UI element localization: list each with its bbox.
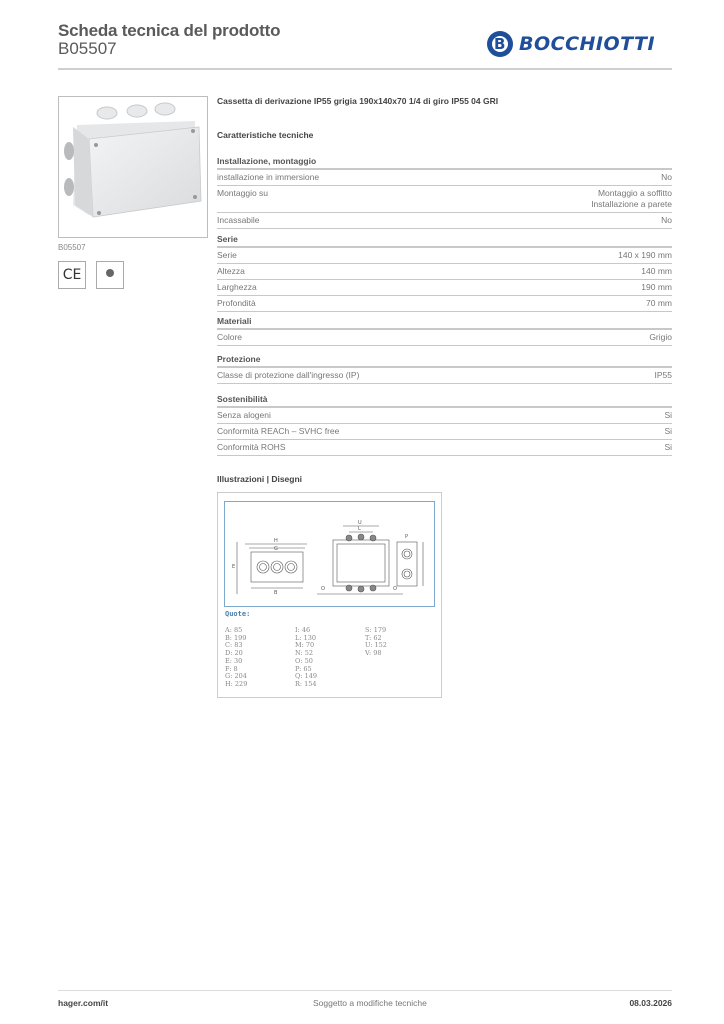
group-installazione (217, 156, 672, 229)
quality-mark-icon (96, 261, 124, 289)
dimension-value: H: 229 (225, 679, 248, 688)
group-title: Installazione, montaggio (217, 156, 672, 170)
row-value: Grigio (649, 332, 672, 342)
dimension-value: E: 30 (225, 656, 243, 665)
row-value-line: Installazione a parete (591, 199, 672, 209)
dimension-value: Q: 149 (295, 672, 317, 681)
row-value: Si (664, 410, 672, 420)
group-title: Materiali (217, 316, 672, 330)
row-label: Senza alogeni (217, 410, 271, 420)
dimension-value: U: 152 (365, 641, 387, 650)
dimension-value: G: 204 (225, 672, 247, 681)
row-value (591, 188, 672, 210)
illustrations-title: Illustrazioni | Disegni (217, 474, 303, 484)
group-serie (217, 234, 672, 312)
table-row (217, 213, 672, 229)
svg-text:H: H (274, 538, 278, 544)
dimension-value: R: 154 (295, 679, 317, 688)
table-row (217, 170, 672, 186)
row-value: 190 mm (641, 282, 672, 292)
table-row (217, 368, 672, 384)
dimensions-list (225, 627, 435, 689)
header-divider (58, 68, 672, 70)
row-label: Montaggio su (217, 188, 269, 198)
svg-text:G: G (274, 546, 278, 552)
brand-logo (487, 30, 655, 58)
table-row (217, 248, 672, 264)
table-row (217, 264, 672, 280)
table-row (217, 408, 672, 424)
group-materiali (217, 316, 672, 346)
dimension-value: S: 179 (365, 626, 387, 634)
row-value: No (661, 172, 672, 182)
footer-disclaimer: Soggetto a modifiche tecniche (313, 998, 427, 1008)
dimension-value: P: 65 (295, 664, 312, 673)
dimension-value: V: 98 (365, 649, 382, 658)
table-row (217, 330, 672, 346)
brand-logo-icon (487, 31, 513, 57)
svg-text:O: O (321, 586, 325, 592)
junction-box-icon (59, 97, 207, 237)
table-row (217, 440, 672, 456)
svg-text:B: B (274, 590, 278, 596)
dimension-value: F: 8 (225, 664, 238, 673)
row-label: Conformità ROHS (217, 442, 286, 452)
dimensions-label: Quote: (225, 610, 251, 618)
row-value: 140 mm (641, 266, 672, 276)
product-code: B05507 (58, 39, 117, 58)
table-row (217, 296, 672, 312)
group-title: Sostenibilità (217, 394, 672, 408)
drawing-frame (224, 501, 435, 607)
dimension-value: B: 199 (225, 633, 247, 642)
row-value: 140 x 190 mm (618, 250, 672, 260)
dimension-value: T: 62 (365, 633, 382, 642)
product-description: Cassetta di derivazione IP55 grigia 190x140x70 1/4 di giro IP55 04 GRI (217, 96, 499, 106)
row-label: Conformità REACh – SVHC free (217, 426, 340, 436)
row-label: Incassabile (217, 215, 260, 225)
group-title: Protezione (217, 354, 672, 368)
svg-text:U: U (358, 520, 362, 526)
section-title: Caratteristiche tecniche (217, 130, 314, 140)
svg-text:E: E (232, 564, 236, 570)
technical-drawing (217, 492, 442, 698)
brand-name: BOCCHIOTTI (519, 33, 656, 55)
dimension-column (225, 627, 295, 689)
product-image (58, 96, 208, 238)
row-value-line: Montaggio a soffitto (597, 188, 672, 198)
row-label: installazione in immersione (217, 172, 320, 182)
row-label: Colore (217, 332, 243, 342)
dimension-value: N: 52 (295, 649, 313, 658)
dimension-column (365, 627, 435, 689)
dimension-drawing-icon (225, 502, 434, 606)
row-label: Profondità (217, 298, 256, 308)
page-title: Scheda tecnica del prodotto (58, 21, 281, 40)
group-protezione (217, 354, 672, 384)
product-image-caption: B05507 (58, 243, 86, 252)
group-title: Serie (217, 234, 672, 248)
table-row (217, 186, 672, 213)
ce-mark-icon: CE (58, 261, 86, 289)
dimension-value: M: 70 (295, 641, 315, 650)
dimension-value: D: 20 (225, 649, 243, 658)
row-label: Serie (217, 250, 237, 260)
dimension-value: I: 46 (295, 626, 311, 634)
dimension-value: C: 83 (225, 641, 243, 650)
svg-text:L: L (358, 526, 361, 532)
row-label: Larghezza (217, 282, 257, 292)
dimension-value: O: 50 (295, 656, 313, 665)
dimension-value: L: 130 (295, 633, 316, 642)
footer-website-link[interactable]: hager.com/it (58, 998, 109, 1008)
row-value: IP55 (654, 370, 672, 380)
row-value: No (661, 215, 672, 225)
table-row (217, 280, 672, 296)
group-sostenibilita (217, 394, 672, 456)
svg-text:O: O (393, 586, 397, 592)
svg-text:P: P (405, 534, 409, 540)
row-value: Si (664, 426, 672, 436)
row-label: Altezza (217, 266, 245, 276)
dimension-value: A: 85 (225, 626, 243, 634)
footer-divider (58, 990, 672, 991)
row-value: Si (664, 442, 672, 452)
table-row (217, 424, 672, 440)
footer-date: 08.03.2026 (629, 998, 672, 1008)
row-label: Classe di protezione dall'ingresso (IP) (217, 370, 360, 380)
row-value: 70 mm (646, 298, 672, 308)
dimension-column (295, 627, 365, 689)
